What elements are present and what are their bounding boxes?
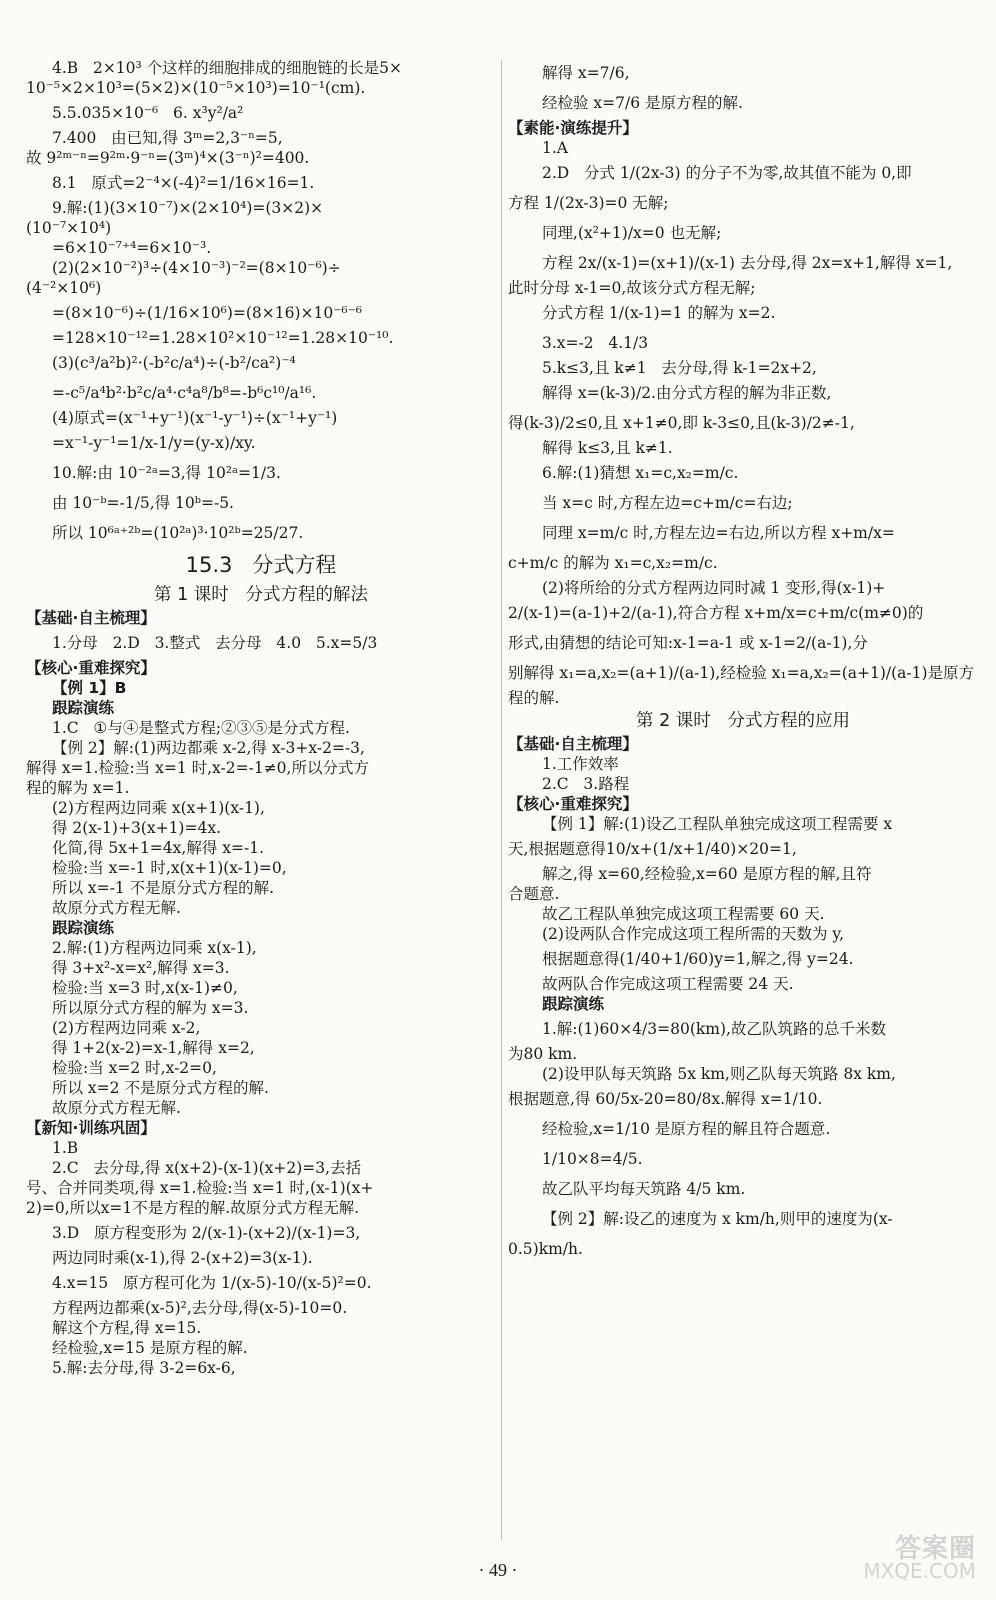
answer-line: 程的解. xyxy=(508,689,560,707)
answer-line: 故乙工程队单独完成这项工程需要 60 天. xyxy=(542,905,825,923)
watermark-logo-text: 答案圈 xyxy=(894,1534,976,1564)
answer-line: 形式,由猜想的结论可知:x-1=a-1 或 x-1=2/(a-1),分 xyxy=(508,634,868,652)
answer-line: 此时分母 x-1=0,故该分式方程无解; xyxy=(508,279,756,297)
section-header-new: 【新知·训练巩固】 xyxy=(26,1119,156,1137)
basic-answers: 1.分母 2.D 3.整式 去分母 4.0 5.x=5/3 xyxy=(52,634,378,652)
answer-line: 故乙队平均每天筑路 4/5 km. xyxy=(542,1180,746,1198)
answer-line: 解这个方程,得 x=15. xyxy=(52,1319,202,1337)
answer-line: =x⁻¹-y⁻¹=1/x-1/y=(y-x)/xy. xyxy=(52,434,256,452)
lesson-title: 第 1 课时 分式方程的解法 xyxy=(154,585,368,605)
answer-line: 故 9²ᵐ⁻ⁿ=9²ᵐ·9⁻ⁿ=(3ᵐ)⁴×(3⁻ⁿ)²=400. xyxy=(26,149,310,167)
section-header-basic: 【基础·自主梳理】 xyxy=(508,735,638,753)
answer-line: 解得 x=7/6, xyxy=(542,64,630,82)
answer-line: 故原分式方程无解. xyxy=(52,899,181,917)
lesson-title: 第 2 课时 分式方程的应用 xyxy=(636,711,850,731)
answer-line: 10.解:由 10⁻²ᵃ=3,得 10²ᵃ=1/3. xyxy=(52,464,281,482)
answer-line: 4.x=15 原方程可化为 1/(x-5)-10/(x-5)²=0. xyxy=(52,1274,372,1292)
answer-line: 9.解:(1)(3×10⁻⁷)×(2×10⁴)=(3×2)× xyxy=(52,199,324,217)
track-practice-header: 跟踪演练 xyxy=(542,995,605,1013)
answer-line: 别解得 x₁=a,x₂=(a+1)/(a-1),经检验 x₁=a,x₂=(a+1)/(a-1)是原方 xyxy=(508,664,975,682)
answer-line: 化简,得 5x+1=4x,解得 x=-1. xyxy=(52,839,265,857)
answer-line: 2.C 去分母,得 x(x+2)-(x-1)(x+2)=3,去括 xyxy=(52,1159,362,1177)
answer-line: 方程 1/(2x-3)=0 无解; xyxy=(508,194,669,212)
answer-line: 同理,(x²+1)/x=0 也无解; xyxy=(542,224,722,242)
answer-line: 号、合并同类项,得 x=1.检验:当 x=1 时,(x-1)(x+ xyxy=(26,1179,374,1197)
answer-line: 程的解为 x=1. xyxy=(26,779,130,797)
section-header-core: 【核心·重难探究】 xyxy=(26,659,156,677)
answer-line: 根据题意,得 60/5x-20=80/8x.解得 x=1/10. xyxy=(508,1090,823,1108)
answer-line: =128×10⁻¹²=1.28×10²×10⁻¹²=1.28×10⁻¹⁰. xyxy=(52,329,394,347)
answer-line: 2/(x-1)=(a-1)+2/(a-1),符合方程 x+m/x=c+m/c(m≠0)的 xyxy=(508,604,924,622)
section-header-basic: 【基础·自主梳理】 xyxy=(26,609,156,627)
answer-line: (3)(c³/a²b)²·(-b²c/a⁴)÷(-b²/ca²)⁻⁴ xyxy=(52,354,296,372)
answer-line: 【例 2】解:(1)两边都乘 x-2,得 x-3+x-2=-3, xyxy=(52,739,365,757)
answer-line: 2.D 分式 1/(2x-3) 的分子不为零,故其值不能为 0,即 xyxy=(542,164,912,182)
answer-line: 1.A xyxy=(542,139,568,157)
answer-line: 1/10×8=4/5. xyxy=(542,1150,643,1168)
example-1: 【例 1】B xyxy=(52,679,127,697)
answer-line: 为80 km. xyxy=(508,1045,578,1063)
answer-line: 解得 x=(k-3)/2.由分式方程的解为非正数, xyxy=(542,384,832,402)
answer-line: 10⁻⁵×2×10³=(5×2)×(10⁻⁵×10³)=10⁻¹(cm). xyxy=(26,79,366,97)
answer-line: 分式方程 1/(x-1)=1 的解为 x=2. xyxy=(542,304,776,322)
answer-line: 由 10⁻ᵇ=-1/5,得 10ᵇ=-5. xyxy=(52,494,234,512)
left-column xyxy=(26,58,496,1378)
answer-line: 天,根据题意得10/x+(1/x+1/40)×20=1, xyxy=(508,840,797,858)
answer-line: 解得 x=1.检验:当 x=1 时,x-2=-1≠0,所以分式方 xyxy=(26,759,369,777)
answer-line: 所以原分式方程的解为 x=3. xyxy=(52,999,249,1017)
answer-line: 1.C ①与④是整式方程;②③⑤是分式方程. xyxy=(52,719,350,737)
answer-line: 所以 x=-1 不是原分式方程的解. xyxy=(52,879,275,897)
answer-line: =(8×10⁻⁶)÷(1/16×10⁶)=(8×16)×10⁻⁶⁻⁶ xyxy=(52,304,363,322)
answer-line: (2)设甲队每天筑路 5x km,则乙队每天筑路 8x km, xyxy=(542,1065,896,1083)
section-header-core: 【核心·重难探究】 xyxy=(508,795,638,813)
answer-line: 5.5.035×10⁻⁶ 6. x³y²/a² xyxy=(52,104,244,122)
watermark-url: MXQE.COM xyxy=(863,1559,976,1583)
answer-line: 2.C 3.路程 xyxy=(542,775,630,793)
answer-line: 2.解:(1)方程两边同乘 x(x-1), xyxy=(52,939,257,957)
track-practice-header: 跟踪演练 xyxy=(52,699,115,717)
answer-line: 检验:当 x=-1 时,x(x+1)(x-1)=0, xyxy=(52,859,287,877)
answer-line: =-c⁵/a⁴b²·b²c/a⁴·c⁴a⁸/b⁸=-b⁶c¹⁰/a¹⁶. xyxy=(52,384,317,402)
answer-line: 【例 2】解:设乙的速度为 x km/h,则甲的速度为(x- xyxy=(542,1210,893,1228)
answer-line: (4)原式=(x⁻¹+y⁻¹)(x⁻¹-y⁻¹)÷(x⁻¹+y⁻¹) xyxy=(52,409,338,427)
answer-line: 1.B xyxy=(52,1139,79,1157)
answer-line: 检验:当 x=3 时,x(x-1)≠0, xyxy=(52,979,238,997)
answer-line: (4⁻²×10⁶) xyxy=(26,279,102,297)
section-header-skill: 【素能·演练提升】 xyxy=(508,119,638,137)
answer-line: 解得 k≤3,且 k≠1. xyxy=(542,439,673,457)
answer-line: 7.400 由已知,得 3ᵐ=2,3⁻ⁿ=5, xyxy=(52,129,283,147)
answer-line: (2)方程两边同乘 x(x+1)(x-1), xyxy=(52,799,265,817)
answer-line: c+m/c 的解为 x₁=c,x₂=m/c. xyxy=(508,554,718,572)
answer-line: 1.工作效率 xyxy=(542,755,619,773)
answer-line: (10⁻⁷×10⁴) xyxy=(26,219,112,237)
answer-line: 3.D 原方程变形为 2/(x-1)-(x+2)/(x-1)=3, xyxy=(52,1224,361,1242)
answer-line: 0.5)km/h. xyxy=(508,1240,583,1258)
answer-line: (2)设两队合作完成这项工程所需的天数为 y, xyxy=(542,925,845,943)
answer-line: 方程 2x/(x-1)=(x+1)/(x-1) 去分母,得 2x=x+1,解得 x=1, xyxy=(542,254,953,272)
page-number: · 49 · xyxy=(478,1560,518,1580)
track-practice-header: 跟踪演练 xyxy=(52,919,115,937)
answer-line: 5.k≤3,且 k≠1 去分母,得 k-1=2x+2, xyxy=(542,359,817,377)
answer-line: 6.解:(1)猜想 x₁=c,x₂=m/c. xyxy=(542,464,739,482)
answer-line: 同理 x=m/c 时,方程左边=右边,所以方程 x+m/x= xyxy=(542,524,895,542)
answer-line: 所以 10⁶ᵃ⁺²ᵇ=(10²ᵃ)³·10²ᵇ=25/27. xyxy=(52,524,304,542)
answer-line: 得 3+x²-x=x²,解得 x=3. xyxy=(52,959,230,977)
answer-line: =6×10⁻⁷⁺⁴=6×10⁻³. xyxy=(52,239,212,257)
answer-line: (2)方程两边同乘 x-2, xyxy=(52,1019,201,1037)
answer-line: 得 2(x-1)+3(x+1)=4x. xyxy=(52,819,222,837)
answer-line: 3.x=-2 4.1/3 xyxy=(542,334,649,352)
answer-line: 方程两边都乘(x-5)²,去分母,得(x-5)-10=0. xyxy=(52,1299,348,1317)
answer-line: 1.解:(1)60×4/3=80(km),故乙队筑路的总千米数 xyxy=(542,1020,886,1038)
answer-line: 合题意. xyxy=(508,885,560,903)
watermark xyxy=(826,1534,976,1594)
answer-line: 两边同时乘(x-1),得 2-(x+2)=3(x-1). xyxy=(52,1249,313,1267)
answer-line: 2)=0,所以x=1不是方程的解.故原分式方程无解. xyxy=(26,1199,360,1217)
answer-line: 5.解:去分母,得 3-2=6x-6, xyxy=(52,1359,236,1377)
answer-line: 8.1 原式=2⁻⁴×(-4)²=1/16×16=1. xyxy=(52,174,315,192)
answer-line: 【例 1】解:(1)设乙工程队单独完成这项工程需要 x xyxy=(542,815,893,833)
right-column xyxy=(508,58,978,1264)
answer-line: (2)将所给的分式方程两边同时减 1 变形,得(x-1)+ xyxy=(542,579,886,597)
answer-line: 得(k-3)/2≤0,且 x+1≠0,即 k-3≤0,且(k-3)/2≠-1, xyxy=(508,414,855,432)
answer-line: 根据题意得(1/40+1/60)y=1,解之,得 y=24. xyxy=(542,950,854,968)
answer-line: 得 1+2(x-2)=x-1,解得 x=2, xyxy=(52,1039,255,1057)
answer-line: (2)(2×10⁻²)³÷(4×10⁻³)⁻²=(8×10⁻⁶)÷ xyxy=(52,259,341,277)
section-title: 15.3 分式方程 xyxy=(185,553,337,577)
answer-line: 故原分式方程无解. xyxy=(52,1099,181,1117)
answer-line: 经检验,x=15 是原方程的解. xyxy=(52,1339,248,1357)
answer-line: 经检验,x=1/10 是原方程的解且符合题意. xyxy=(542,1120,831,1138)
answer-line: 解之,得 x=60,经检验,x=60 是原方程的解,且符 xyxy=(542,865,872,883)
answer-line: 检验:当 x=2 时,x-2=0, xyxy=(52,1059,217,1077)
answer-line: 所以 x=2 不是原分式方程的解. xyxy=(52,1079,269,1097)
answer-line: 当 x=c 时,方程左边=c+m/c=右边; xyxy=(542,494,793,512)
answer-line: 故两队合作完成这项工程需要 24 天. xyxy=(542,975,794,993)
column-divider xyxy=(501,60,502,1540)
answer-line: 经检验 x=7/6 是原方程的解. xyxy=(542,94,743,112)
answer-line: 4.B 2×10³ 个这样的细胞排成的细胞链的长是5× xyxy=(52,59,403,77)
